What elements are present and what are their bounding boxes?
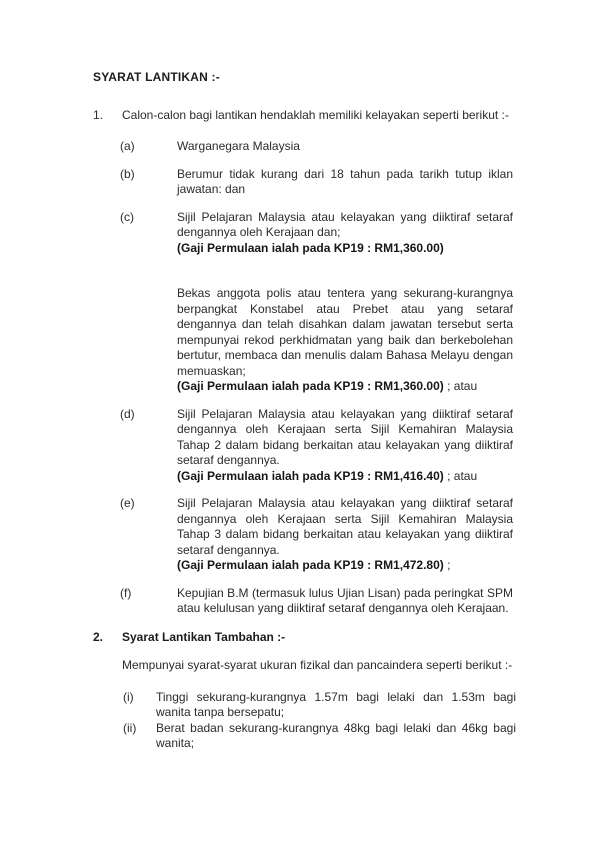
subitem-c-salary-line: [177, 241, 513, 257]
section1-sublist: [120, 139, 548, 617]
subitem-b: [120, 167, 548, 198]
subitem-ii: [123, 721, 548, 752]
subitem-d-salary-line: [177, 469, 513, 485]
subitem-d: [120, 407, 548, 485]
subitem-e: [120, 496, 548, 574]
subitem-d-text: Sijil Pelajaran Malaysia atau kelayakan yang diiktiraf setaraf dengannya oleh Kerajaan serta Sijil Kemahiran Malaysia Tahap 2 dalam bidang berkaitan atau kelayakan yang diiktiraf setaraf dengannya.: [177, 406, 513, 467]
subitem-e-label: (e): [120, 496, 135, 510]
subitem-e-text: Sijil Pelajaran Malaysia atau kelayakan yang diiktiraf setaraf dengannya oleh Kerajaan serta Sijil Kemahiran Malaysia Tahap 3 dalam bidang berkaitan atau kelayakan yang diiktiraf setaraf dengannya.: [177, 496, 513, 557]
section2-sublist: [123, 690, 548, 752]
subitem-c2-salary-line: [177, 379, 513, 395]
item-1: [93, 108, 548, 124]
subitem-c2-salary-tail: ; atau: [443, 379, 478, 393]
subitem-f-label: (f): [120, 585, 132, 600]
section2-heading: Syarat Lantikan Tambahan :-: [122, 629, 286, 644]
subitem-b-text: Berumur tidak kurang dari 18 tahun pada tarikh tutup iklan jawatan: dan: [177, 166, 513, 196]
subitem-c-label: (c): [120, 209, 134, 224]
subitem-c: [120, 210, 548, 257]
subitem-ii-label: (ii): [123, 720, 137, 735]
subitem-a-text: Warganegara Malaysia: [177, 139, 300, 153]
section2-intro: Mempunyai syarat-syarat ukuran fizikal dan pancaindera seperti berikut :-: [122, 658, 513, 672]
section2-number: 2.: [93, 629, 104, 644]
subitem-e-salary-tail: ;: [443, 558, 451, 572]
subitem-f-text: Kepujian B.M (termasuk lulus Ujian Lisan) pada peringkat SPM atau kelulusan yang diiktiraf setaraf dengannya oleh Kerajaan.: [177, 585, 513, 615]
section2-heading-row: [93, 630, 548, 646]
section1-heading: SYARAT LANTIKAN :-: [93, 70, 220, 84]
subitem-ii-text: Berat badan sekurang-kurangnya 48kg bagi lelaki dan 46kg bagi wanita;: [156, 720, 516, 750]
subitem-b-label: (b): [120, 166, 135, 181]
subitem-i-label: (i): [123, 689, 134, 704]
subitem-c2-text: Bekas anggota polis atau tentera yang sekurang-kurangnya berpangkat Konstabel atau Prebet atau yang setaraf dengannya dan telah disahkan dalam jawatan tersebut serta mempunyai rekod perkhidmatan yang baik dan berkebolehan bertutur, membaca dan menulis dalam Bahasa Melayu dengan memuaskan;: [177, 286, 513, 378]
subitem-i: [123, 690, 548, 721]
subitem-i-text: Tinggi sekurang-kurangnya 1.57m bagi lelaki dan 1.53m bagi wanita tanpa bersepatu;: [156, 689, 516, 719]
item-1-text: Calon-calon bagi lantikan hendaklah memiliki kelayakan seperti berikut :-: [122, 107, 509, 122]
subitem-a-label: (a): [120, 139, 135, 153]
subitem-c-continuation: [120, 286, 548, 395]
item-1-number: 1.: [93, 107, 104, 122]
subitem-d-label: (d): [120, 406, 135, 421]
subitem-a: [120, 139, 548, 155]
subitem-e-salary-line: [177, 558, 513, 574]
subitem-c2-salary: (Gaji Permulaan ialah pada KP19 : RM1,360.00): [177, 379, 444, 393]
subitem-d-salary: (Gaji Permulaan ialah pada KP19 : RM1,416.40): [177, 468, 444, 483]
subitem-c-salary: (Gaji Permulaan ialah pada KP19 : RM1,360.00): [177, 240, 444, 255]
subitem-e-salary: (Gaji Permulaan ialah pada KP19 : RM1,472.80): [177, 558, 444, 572]
subitem-d-salary-tail: ; atau: [443, 468, 478, 483]
subitem-c-text: Sijil Pelajaran Malaysia atau kelayakan yang diiktiraf setaraf dengannya oleh Kerajaan dan;: [177, 209, 513, 239]
subitem-f: [120, 586, 548, 617]
